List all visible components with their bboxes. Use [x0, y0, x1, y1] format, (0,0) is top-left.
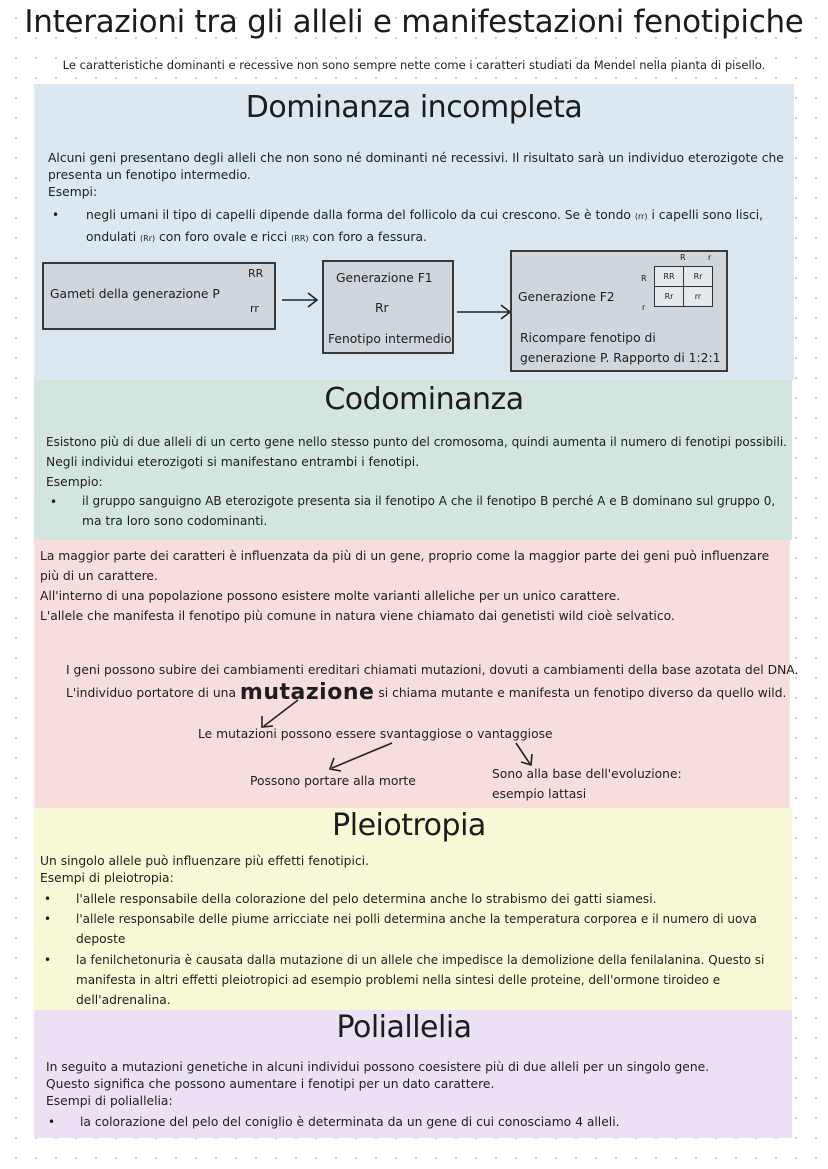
heading-pleiotropia: Pleiotropia	[332, 808, 486, 843]
pleiotropia-bullet-3	[76, 950, 790, 1010]
poliallelia-bullet-1: la colorazione del pelo del coniglio è determinata da un gene di cui conosciamo 4 alleli.	[80, 1115, 620, 1129]
poliallelia-paragraph	[46, 1059, 786, 1110]
box2-genotype: Rr	[375, 301, 389, 315]
arrow-right-icon	[280, 290, 320, 310]
punnett-cell: RR	[655, 267, 684, 287]
caratteri-line-1: La maggior parte dei caratteri è influenzata da più di un gene, proprio come la maggior parte dei geni può influenzare	[40, 549, 770, 563]
box1-genotype-RR: RR	[248, 267, 264, 280]
bullet-text-b: i capelli sono lisci,	[651, 208, 764, 222]
box3-title: Generazione F2	[518, 290, 615, 304]
bullet-text-e: con foro a fessura.	[312, 230, 427, 244]
poliallelia-line-2: Questo significa che possono aumentare i fenotipi per un dato carattere.	[46, 1077, 495, 1091]
bullet-icon: •	[44, 953, 52, 967]
box2-phenotype: Fenotipo intermedio	[328, 332, 452, 346]
dominanza-line-1: Alcuni geni presentano degli alleli che non sono né dominanti né recessivi. Il risultato sarà un individuo eterozigote che	[48, 151, 784, 165]
bullet-icon: •	[48, 1115, 56, 1129]
pleiotropia-bullet-3-line-2: manifesta in altri effetti pleiotropici ad esempio problemi nella sintesi delle proteine, dell'ormone tiroideo e	[76, 973, 721, 987]
codominanza-bullet-line-2: ma tra loro sono codominanti.	[82, 514, 268, 528]
pleiotropia-bullet-3-line-1: la fenilchetonuria è causata dalla mutazione di un allele che impedisce la demolizione della fenilalanina. Questo si	[76, 953, 765, 967]
genotype-Rr-small: (Rr)	[140, 234, 156, 243]
pleiotropia-bullet-2-line-1: l'allele responsabile delle piume arricciate nei polli determina anche la temperatura corporea e il numero di uova	[76, 912, 757, 926]
punnett-square	[654, 266, 713, 307]
pleiotropia-bullet-2	[76, 909, 790, 949]
box3-note-2: generazione P. Rapporto di 1:2:1	[520, 351, 721, 365]
bullet-icon: •	[50, 495, 58, 509]
pleiotropia-bullet-3-line-3: dell'adrenalina.	[76, 993, 171, 1007]
arrow-down-left-icon	[320, 740, 400, 774]
mutazioni-evoluzione-line-2: esempio lattasi	[492, 787, 587, 801]
pleiotropia-line-1: Un singolo allele può influenzare più effetti fenotipici.	[40, 854, 369, 868]
punnett-cell: rr	[684, 287, 713, 307]
dominanza-paragraph	[48, 148, 788, 202]
caratteri-line-2: più di un carattere.	[40, 569, 158, 583]
codominanza-line-2: Negli individui eterozigoti si manifestano entrambi i fenotipi.	[46, 455, 420, 469]
punnett-row-r: r	[642, 303, 646, 312]
bullet-icon: •	[44, 912, 52, 926]
codominanza-bullet-1	[82, 491, 792, 531]
bullet-icon: •	[44, 892, 52, 906]
mutazioni-morte: Possono portare alla morte	[250, 774, 416, 788]
box3-note-1: Ricompare fenotipo di	[520, 331, 656, 345]
dominanza-line-2: presenta un fenotipo intermedio.	[48, 168, 251, 182]
mutazioni-text-b: si chiama mutante e manifesta un fenotipo diverso da quello wild.	[378, 686, 787, 700]
codominanza-bullet-line-1: il gruppo sanguigno AB eterozigote presenta sia il fenotipo A che il fenotipo B perché A e B dominano sul gruppo 0,	[82, 494, 776, 508]
dominanza-bullet-line-1	[86, 205, 786, 227]
punnett-col-r: r	[708, 253, 712, 262]
pleiotropia-bullet-1: l'allele responsabile della colorazione del pelo determina anche lo strabismo dei gatti siamesi.	[76, 892, 657, 906]
page-title: Interazioni tra gli alleli e manifestazioni fenotipiche	[24, 4, 804, 40]
bullet-text-c: ondulati	[86, 230, 137, 244]
codominanza-paragraph	[46, 432, 788, 492]
dominanza-examples-label: Esempi:	[48, 185, 98, 199]
mutazioni-text-a: L'individuo portatore di una	[66, 686, 236, 700]
heading-dominanza-incompleta: Dominanza incompleta	[245, 90, 583, 125]
page-subtitle: Le caratteristiche dominanti e recessive non sono sempre nette come i caratteri studiati da Mendel nella pianta di pisello.	[62, 58, 766, 72]
bullet-text-a: negli umani il tipo di capelli dipende dalla forma del follicolo da cui crescono. Se è tondo	[86, 208, 631, 222]
punnett-row-R: R	[641, 274, 647, 283]
punnett-col-R: R	[680, 253, 686, 262]
pleiotropia-bullet-2-line-2: deposte	[76, 932, 126, 946]
mutazioni-line-3: Le mutazioni possono essere svantaggiose o vantaggiose	[198, 727, 553, 741]
box2-title: Generazione F1	[336, 271, 433, 285]
poliallelia-examples-label: Esempi di poliallelia:	[46, 1094, 173, 1108]
genotype-RR-small: (RR)	[291, 234, 309, 243]
codominanza-line-1: Esistono più di due alleli di un certo gene nello stesso punto del cromosoma, quindi aumenta il numero di fenotipi possibili.	[46, 435, 787, 449]
heading-poliallelia: Poliallelia	[336, 1010, 472, 1045]
dominanza-bullet-line-2	[86, 227, 786, 249]
caratteri-paragraph	[40, 546, 786, 626]
dominanza-bullet-1	[86, 205, 786, 249]
arrow-right-icon	[455, 302, 513, 322]
punnett-cell: Rr	[655, 287, 684, 307]
caratteri-line-4: L'allele che manifesta il fenotipo più comune in natura viene chiamato dai genetisti wild cioè selvatico.	[40, 609, 675, 623]
bullet-text-d: con foro ovale e ricci	[159, 230, 288, 244]
pleiotropia-examples-label: Esempi di pleiotropia:	[40, 871, 174, 885]
punnett-cell: Rr	[684, 267, 713, 287]
codominanza-example-label: Esempio:	[46, 475, 103, 489]
mutazioni-line-1: I geni possono subire dei cambiamenti ereditari chiamati mutazioni, dovuti a cambiamenti della base azotata del DNA.	[66, 663, 799, 677]
mutazioni-line-2	[66, 680, 787, 705]
mutazione-keyword: mutazione	[239, 680, 375, 705]
poliallelia-line-1: In seguito a mutazioni genetiche in alcuni individui possono coesistere più di due alleli per un singolo gene.	[46, 1060, 710, 1074]
mutazioni-evoluzione	[492, 764, 682, 804]
mutazioni-evoluzione-line-1: Sono alla base dell'evoluzione:	[492, 767, 682, 781]
bullet-icon: •	[52, 208, 60, 222]
genotype-rr-small: (rr)	[634, 212, 648, 221]
heading-codominanza: Codominanza	[324, 382, 524, 417]
caratteri-line-3: All'interno di una popolazione possono esistere molte varianti alleliche per un unico carattere.	[40, 589, 621, 603]
pleiotropia-paragraph	[40, 851, 780, 888]
box1-genotype-rr: rr	[250, 302, 259, 315]
box1-label: Gameti della generazione P	[50, 287, 220, 301]
